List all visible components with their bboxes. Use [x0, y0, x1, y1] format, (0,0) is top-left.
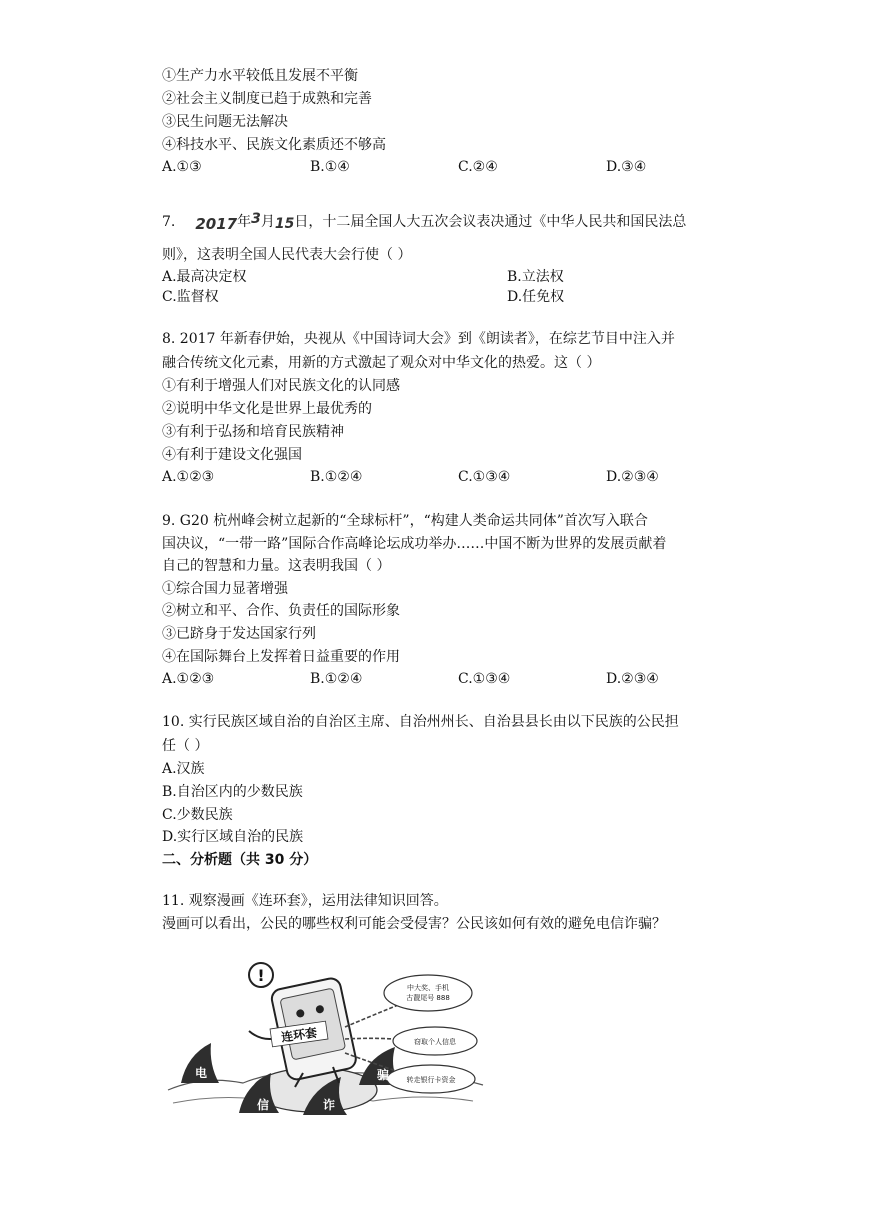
q7-handwritten-day: 15 [274, 216, 295, 232]
q9-option-b[interactable]: B.①②④ [310, 671, 363, 687]
q7-handwritten-month: 3 [251, 211, 261, 227]
q7-stem-line-2: 则》，这表明全国人民代表大会行使（ ） [162, 247, 412, 263]
fin-label-4: 骗 [376, 1068, 390, 1082]
fin-label-2: 信 [256, 1098, 270, 1112]
bubble-1-line-2: 古靓尾号 888 [406, 994, 450, 1002]
cartoon-title: 连环套 [280, 1025, 318, 1045]
q7-option-d[interactable]: D.任免权 [507, 289, 565, 305]
q9-item-1: ①综合国力显著增强 [162, 581, 288, 597]
q8-item-4: ④有利于建设文化强国 [162, 447, 302, 463]
q8-option-b[interactable]: B.①②④ [310, 469, 363, 485]
q7-option-a[interactable]: A.最高决定权 [162, 269, 247, 285]
q8-option-a[interactable]: A.①②③ [162, 469, 215, 485]
exclaim-mark: ! [257, 966, 265, 985]
q10-option-c[interactable]: C.少数民族 [162, 807, 233, 823]
q9-item-2: ②树立和平、合作、负责任的国际形象 [162, 603, 400, 619]
q6-item-2: ②社会主义制度已趋于成熟和完善 [162, 91, 372, 107]
q7-stem-rest: 日，十二届全国人大五次会议表决通过《中华人民共和国民法总 [294, 214, 687, 230]
q7-number: 7. [162, 214, 176, 230]
q10-option-d[interactable]: D.实行区域自治的民族 [162, 829, 304, 845]
q8-item-1: ①有利于增强人们对民族文化的认同感 [162, 378, 400, 394]
q6-item-3: ③民生问题无法解决 [162, 114, 288, 130]
q9-item-3: ③已跻身于发达国家行列 [162, 626, 316, 642]
bubble-1-line-1: 中大奖、手机 [407, 984, 449, 992]
q10-stem-line-1: 10. 实行民族区域自治的自治区主席、自治州州长、自治县县长由以下民族的公民担 [162, 714, 679, 730]
q8-item-3: ③有利于弘扬和培育民族精神 [162, 424, 344, 440]
q6-option-d[interactable]: D.③④ [606, 159, 647, 175]
q7-stem-line-1 [162, 209, 686, 233]
q7-year-char: 年 [237, 214, 252, 230]
q8-option-d[interactable]: D.②③④ [606, 469, 659, 485]
q9-option-a[interactable]: A.①②③ [162, 671, 215, 687]
q8-item-2: ②说明中华文化是世界上最优秀的 [162, 401, 372, 417]
q7-option-c[interactable]: C.监督权 [162, 289, 219, 305]
q9-option-c[interactable]: C.①③④ [458, 671, 511, 687]
fin-label-3: 诈 [322, 1098, 336, 1112]
bubble-2: 窃取个人信息 [414, 1038, 456, 1046]
q9-item-4: ④在国际舞台上发挥着日益重要的作用 [162, 649, 400, 665]
q6-option-b[interactable]: B.①④ [310, 159, 350, 175]
q10-stem-line-2: 任（ ） [162, 738, 209, 754]
q6-item-1: ①生产力水平较低且发展不平衡 [162, 68, 358, 84]
cartoon-illustration [163, 955, 485, 1117]
q7-option-b[interactable]: B.立法权 [507, 269, 564, 285]
q9-stem-line-3: 自己的智慧和力量。这表明我国（ ） [162, 558, 391, 574]
q9-stem-line-2: 国决议，“一带一路”国际合作高峰论坛成功举办……中国不断为世界的发展贡献着 [162, 536, 667, 552]
q9-stem-line-1: 9. G20 杭州峰会树立起新的“全球标杆”，“构建人类命运共同体”首次写入联合 [162, 513, 648, 529]
q10-option-b[interactable]: B.自治区内的少数民族 [162, 784, 303, 800]
q6-item-4: ④科技水平、民族文化素质还不够高 [162, 137, 386, 153]
section-heading: 二、分析题（共 30 分） [162, 852, 318, 868]
q11-stem-line-1: 11. 观察漫画《连环套》，运用法律知识回答。 [162, 893, 448, 909]
q8-stem-line-1: 8. 2017 年新春伊始，央视从《中国诗词大会》到《朗读者》，在综艺节目中注入并 [162, 331, 675, 347]
q8-stem-line-2: 融合传统文化元素，用新的方式激起了观众对中华文化的热爱。这（ ） [162, 355, 601, 371]
q6-option-c[interactable]: C.②④ [458, 159, 498, 175]
q8-option-c[interactable]: C.①③④ [458, 469, 511, 485]
q7-handwritten-year: 2017 [195, 215, 238, 233]
q10-option-a[interactable]: A.汉族 [162, 761, 205, 777]
q9-option-d[interactable]: D.②③④ [606, 671, 659, 687]
q6-option-a[interactable]: A.①③ [162, 159, 202, 175]
bubble-3: 转走银行卡资金 [406, 1076, 456, 1084]
fin-label-1: 电 [194, 1066, 208, 1080]
q11-stem-line-2: 漫画可以看出，公民的哪些权利可能会受侵害？公民该如何有效的避免电信诈骗？ [162, 916, 666, 932]
q7-month-char: 月 [260, 214, 275, 230]
